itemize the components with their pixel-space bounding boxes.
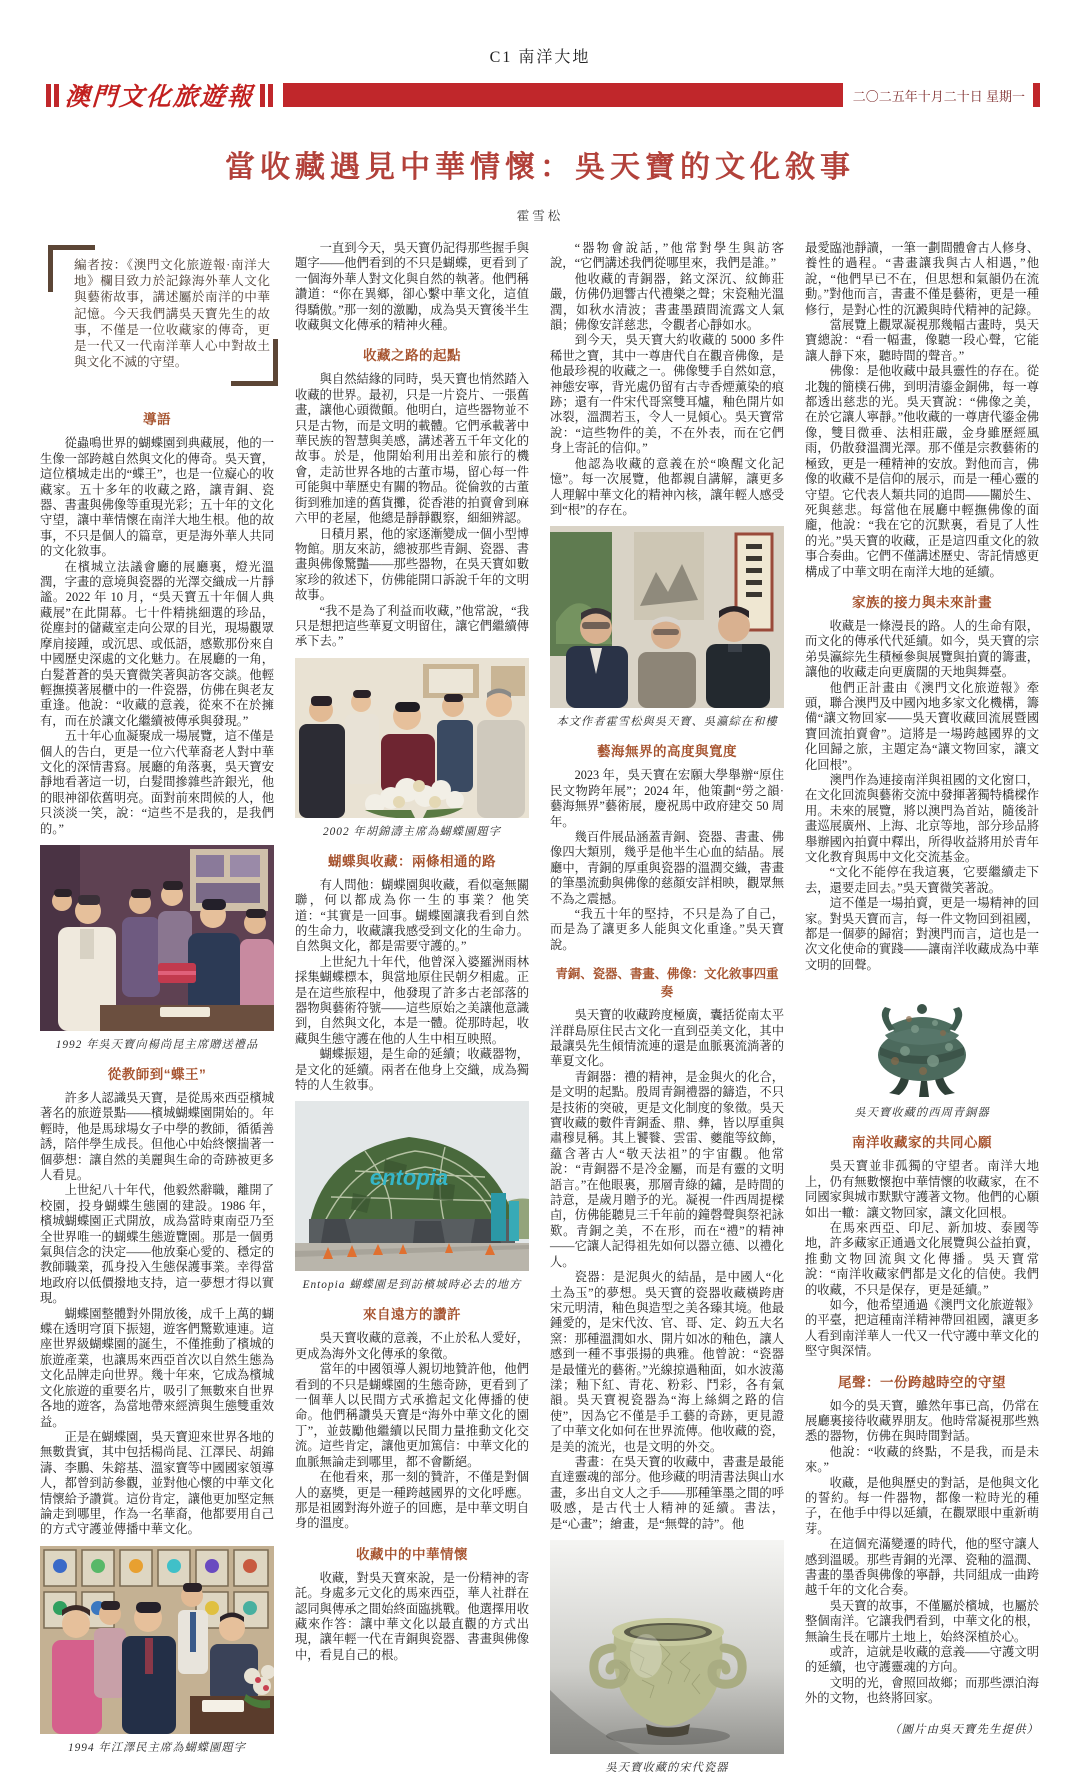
photo-entopia: [295, 1101, 529, 1292]
paragraph: 瓷器：是泥與火的結晶，是中國人“化土為玉”的夢想。吳天寶的瓷器收藏橫跨唐宋元明清，釉色與造型之美各臻其境。他最鍾愛的，是宋代汝、官、哥、定、鈞五大名窯：那種溫潤如水、開片如冰的釉色，讓人感到一種不事張揚的典雅。他曾說：“瓷器是最懂光的藝術。”光線掠過釉面，如水波蕩漾；釉下紅、青花、粉彩、鬥彩，各有氣韻。吳天寶視瓷器為“海上絲綢之路的信使”，因為它不僅是手工藝的奇跡，更見證了中華文化如何在世界流傳。他收藏的瓷，是美的流光，也是文明的外交。: [550, 1270, 784, 1454]
photo-caption: 本文作者霍雪松與吳天寶、吳瀛綜在和樓: [556, 716, 778, 729]
paragraph: 從蟲鳴世界的蝴蝶園到典藏展，他的一生像一部跨越自然與文化的傳奇。吳天寶，這位檳城走出的“蝶王”，也是一位癡心的收藏家。五十多年的收藏之路，讓青銅、瓷器、書畫與佛像等重現光彩；五十年的文化守望，讓中華情懷在南洋大地生根。他的故事，不只是個人的篇章，更是海外華人共同的文化敘事。: [40, 436, 274, 559]
photo-song-porcelain-image: [550, 1540, 784, 1754]
photo-2002-hu-jintao: [295, 658, 529, 839]
paragraph: 當展覽上觀眾凝視那幾幅古畫時，吳天寶總說：“看一幅畫，像聽一段心聲，它能讓人靜下來，聽時間的聲音。”: [805, 318, 1039, 363]
paragraph: 上世紀八十年代，他毅然辭職，離開了校園，投身蝴蝶生態園的建設。1986 年，檳城蝴蝶園正式開放，成為當時東南亞乃至全世界唯一的蝴蝶生態遊覽園。那是一個勇氣與信念的決定——他放棄心愛的、穩定的教師職業，孤身投入生態保護事業。幸得當地政府以低價撥地支持，這一夢想才得以實現。: [40, 1183, 274, 1306]
heading-family: 家族的接力與未來計畫: [852, 594, 992, 610]
paragraph: 他收藏的青銅器，銘文深沉、紋飾莊嚴，仿佛仍迴響古代禮樂之聲；宋瓷釉光溫潤，如秋水清波；書畫墨蹟間流露文人氣韻；佛像安詳慈悲，令觀者心靜如水。: [550, 271, 784, 333]
photo-1992-gift: [40, 845, 274, 1052]
paragraph: 書畫：在吳天寶的收藏中，書畫是最能直達靈魂的部分。他珍藏的明清書法與山水畫，多出自文人之手——那種筆墨之間的呼吸感，是古代士人精神的延續。書法，是“心畫”；繪畫，是“無聲的詩”。他: [550, 1454, 784, 1531]
photo-bronze-vessel-image: [805, 981, 1039, 1099]
paragraph: 這不僅是一場拍賣，更是一場精神的回家。對吳天寶而言，每一件文物回到祖國，都是一個夢的歸宿；對澳門而言，這也是一次文化使命的實踐——讓南洋收藏成為中華文明的回聲。: [805, 896, 1039, 972]
masthead-end-bar-icon: [1033, 83, 1040, 107]
photo-author-group-image: [550, 526, 784, 708]
paragraph: “我不是為了利益而收藏，”他常說，“我只是想把這些華夏文明留住，讓它們繼續傳承下去。”: [295, 603, 529, 649]
paragraph: 蝴蝶振翅，是生命的延續；收藏器物，是文化的延續。兩者在他身上交織，成為獨特的人生敘事。: [295, 1047, 529, 1093]
heading-quartet: 青銅、瓷器、書畫、佛像：文化敘事四重奏: [555, 967, 779, 1000]
paragraph: 收藏，對吳天寶來說，是一份精神的寄託。身處多元文化的馬來西亞，華人社群在認同與傳承之間始終面臨挑戰。他選擇用收藏來作答：讓中華文化以最直觀的方式出現，讓年輕一代在青銅與瓷器、書畫與佛像中，看見自己的根。: [295, 1570, 529, 1662]
masthead-mid-bars-icon: [260, 84, 273, 107]
paragraph: 幾百件展品涵蓋青銅、瓷器、書畫、佛像四大類別，幾乎是他半生心血的結晶。展廳中，青銅的厚重與瓷器的溫潤交織，書畫的筆墨流動與佛像的慈顏安詳相映，觀眾無不為之震撼。: [550, 829, 784, 906]
article-columns: [40, 241, 1040, 1781]
paragraph: 到今天，吳天寶大約收藏的 5000 多件稀世之寶，其中一尊唐代自在觀音佛像，是他最珍視的收藏之一。佛像雙手自然如意，神態安寧，背光處仍留有古寺香煙薰染的痕跡；還有一件宋代哥窯雙耳爐，釉色開片如冰裂，溫潤若玉，令人一見傾心。吳天寶常說：“這些物件的美，不在外表，而在它們身上寄託的信仰。”: [550, 333, 784, 456]
photo-bronze-vessel: [805, 981, 1039, 1120]
paragraph: 吳天寶的故事，不僅屬於檳城，也屬於整個南洋。它讓我們看到，中華文化的根，無論生長在哪片土地上，始終深植於心。: [805, 1598, 1039, 1644]
article-headline: 當收藏遇見中華情懷：吳天寶的文化敘事: [225, 151, 855, 184]
heading-start: 收藏之路的起點: [363, 348, 461, 364]
section-label: C1 南洋大地: [489, 49, 591, 66]
paragraph: 吳天寶的收藏跨度極廣，囊括從南太平洋群島原住民古文化一直到亞美文化，其中最讓吳先生傾情流連的還是血脈裏流淌著的華夏文化。: [550, 1008, 784, 1069]
paragraph: “器物會說話，”他常對學生與訪客說，“它們講述我們從哪里來，我們是誰。”: [550, 241, 784, 271]
heading-artsea: 藝海無界的高度與寬度: [597, 744, 737, 760]
entopia-sign-text: entopia: [369, 1165, 449, 1191]
paragraph: 在這個充滿變遷的時代，他的堅守讓人感到溫暖。那些青銅的光澤、瓷釉的溫潤、書畫的墨香與佛像的寧靜，共同組成一曲跨越千年的文化合奏。: [805, 1537, 1039, 1598]
photo-caption: 1992 年吳天寶向楊尚昆主席贈送禮品: [55, 1038, 259, 1051]
heading-intro: 導語: [143, 412, 171, 428]
date-line: 二〇二五年十月二十日 星期一: [852, 88, 1025, 104]
paragraph: 青銅器：禮的精神，是金與火的化合，是文明的起點。殷周青銅禮器的鑄造，不只是技術的突破，更是文化制度的象徵。吳天寶收藏的數件青銅盉、鼎、彝，皆以厚重與肅穆見稱。其上饕餮、雲雷、夔龍等紋飾，蘊含著古人“敬天法祖”的宇宙觀。他常說：“青銅器不是冷金屬，而是有靈的文明語言。”在他眼裏，那層青綠的鏽，是時間的詩意，是歲月贈予的光。凝視一件西周提樑卣，仿佛能聽見三千年前的鐘磬聲與祭祀詠歎。青銅之美，不在形，而在“禮”的精神——它讓人記得祖先如何以器立德、以禮化人。: [550, 1069, 784, 1269]
paragraph: 文明的光，會照回故鄉；而那些漂泊海外的文物，也終將回家。: [805, 1675, 1039, 1706]
photo-1994-jiang-zemin: [40, 1546, 274, 1755]
photo-caption: 吳天寶收藏的西周青銅器: [854, 1107, 990, 1120]
masthead-left-bars-icon: [46, 84, 59, 107]
photo-caption: 2002 年胡錦濤主席為蝴蝶園題字: [323, 825, 501, 838]
paragraph: 他說：“收藏的終點，不是我，而是未來。”: [805, 1444, 1039, 1475]
paragraph: 正是在蝴蝶園，吳天寶迎來世界各地的無數貴賓，其中包括楊尚昆、江澤民、胡錦濤、李鵬、朱鎔基、溫家寶等中國國家領導人，都曾到訪參觀，並對他心懷的中華文化情懷給予讚賞。這份肯定，讓他更加堅定無論走到哪里，作為一名華裔，他都要用自己的方式守護並傳播中華文化。: [40, 1429, 274, 1537]
heading-praise: 來自遠方的讚許: [363, 1307, 461, 1323]
photo-entopia-image: [295, 1101, 529, 1271]
photo-author-group: [550, 526, 784, 729]
masthead: [40, 80, 1040, 110]
photo-caption: 吳天寶收藏的宋代瓷器: [605, 1762, 729, 1774]
paragraph: 2023 年，吳天寶在宏願大學舉辦“原住民文物跨年展”；2024 年，他策劃“勞之韻·藝海無界”藝術展，慶祝馬中政府建交 50 周年。: [550, 768, 784, 829]
heading-teacher: 從教師到“蝶王”: [107, 1066, 207, 1082]
paper-title: 澳門文化旅遊報: [64, 84, 255, 111]
paragraph: 最愛臨池靜讀，一筆一劃間體會古人修身、養性的過程。“書畫讓我與古人相遇，”他說，“他們早已不在，但思想和氣韻仍在流動。”對他而言，書畫不僅是藝術，更是一種修行，是對心性的沉澱與時代精神的記錄。: [805, 241, 1039, 317]
column-4: [805, 241, 1039, 1781]
paragraph: 如今的吳天寶，雖然年事已高，仍常在展廳裏接待收藏界朋友。他時常凝視那些熟悉的器物，仿佛在與時間對話。: [805, 1398, 1039, 1444]
photo-1994-image: [40, 1546, 274, 1734]
paragraph: 在檳城立法議會廳的展廳裏，燈光溫潤，字畫的意境與瓷器的光澤交織成一片靜謐。2022 年 10 月，“吳天寶五十年個人典藏展”在此開幕。七十件精挑細選的珍品，從塵封的儲藏室走向公眾的目光，現場觀眾摩肩接踵，或沉思、或低語，感歎那份來自中國歷史深處的文化魅力。在展廳的一角，白髮蒼蒼的吳天寶微笑著與訪客交談。他輕輕撫摸著展櫃中的一件瓷器，仿佛在與老友重逢。他說：“收藏的意義，從來不在於擁有，而在於讓文化繼續被傳承與發現。”: [40, 559, 274, 728]
column-1: [40, 241, 274, 1781]
paragraph: 吳天寶並非孤獨的守望者。南洋大地上，仍有無數懷抱中華情懷的收藏家，在不同國家與城市默默守護著文物。他們的心願如出一轍：讓文物回家，讓文化回根。: [805, 1159, 1039, 1220]
paragraph: 如今，他希望通過《澳門文化旅遊報》的平臺，把這種南洋精神帶回祖國，讓更多人看到南洋華人一代又一代守護中華文化的堅守與深情。: [805, 1297, 1039, 1359]
heading-wish: 南洋收藏家的共同心願: [852, 1135, 992, 1151]
paragraph: 他們正計畫由《澳門文化旅遊報》牽頭，聯合澳門及中國內地多家文化機構，籌備“讓文物回家——吳天寶收藏回流展暨國寶回流拍賣會”。這將是一場跨越國界的文化回歸之旅，主題定為“讓文物回家，讓文化回根”。: [805, 680, 1039, 772]
byline: 霍雪松: [516, 209, 564, 223]
photo-caption: 1994 年江澤民主席為蝴蝶園題字: [68, 1741, 246, 1754]
paragraph: 當年的中國領導人親切地贊許他，他們看到的不只是蝴蝶園的生態奇跡，更看到了一個華人以民間方式承擔起文化傳播的使命。他們稱讚吳天寶是“海外中華文化的園丁”，並鼓勵他繼續以民間力量推動文化交流。這些肯定，讓他更加篤信：中華文化的血脈無論走到哪里，都不會斷絕。: [295, 1362, 529, 1469]
column-2: [295, 241, 529, 1781]
paragraph: 在他看來，那一刻的贊許，不僅是對個人的嘉獎，更是一種跨越國界的文化呼應。那是祖國對海外遊子的回應，是中華文明自身的溫度。: [295, 1470, 529, 1531]
heading-epilogue: 尾聲：一份跨越時空的守望: [838, 1374, 1006, 1390]
photo-2002-image: [295, 658, 529, 818]
paragraph: 他認為收藏的意義在於“喚醒文化記憶”。每一次展覽，他都親自講解，讓更多人理解中華文化的精神內核，讓年輕人感受到“根”的存在。: [550, 456, 784, 517]
editor-note: 編者按：《澳門文化旅遊報·南洋大地》欄目致力於記錄海外華人文化與藝術故事，講述屬於南洋的中華記憶。今天我們講吳天寶先生的故事，不僅是一位收藏家的傳奇，更是一代又一代南洋華人心中對故土與文化不滅的守望。: [48, 245, 274, 386]
paragraph: “我五十年的堅持，不只是為了自己，而是為了讓更多人能與文化重逢。”吳天寶說。: [550, 906, 784, 952]
paragraph: 許多人認識吳天寶，是從馬來西亞檳城著名的旅遊景點——檳城蝴蝶園開始的。年輕時，他是馬球場女子中學的教師，循循善誘，陪伴學生成長。但他心中始終懷揣著一個夢想：讓自然的美麗與生命的奇跡被更多人看見。: [40, 1090, 274, 1183]
paragraph: 佛像：是他收藏中最具靈性的存在。從北魏的簡樸石佛，到明清鎏金銅佛，每一尊都透出慈悲的光。吳天寶說：“佛像之美，在於它讓人寧靜。”他收藏的一尊唐代鎏金佛像，雙目微垂、法相莊嚴，金身雖歷經風雨，仍散發溫潤光澤。那不僅是宗教藝術的極致，更是一種精神的安放。對他而言，佛像的收藏不是信仰的展示，而是一種心靈的守望。它代表人類共同的追問——關於生、死與慈悲。每當他在展廳中輕撫佛像的面龐，他說：“我在它的沉默裏，看見了人性的光。”吳天寶的收藏，正是這四重文化的敘事合奏曲。它們不僅講述歷史、寄託情感更構成了中華文明在南洋大地的延續。: [805, 364, 1039, 579]
paragraph: 五十年心血凝聚成一場展覽，這不僅是個人的告白，更是一位六代華裔老人對中華文化的深情書寫。展廳的角落裏，吳天寶安靜地看著這一切，白髮間摻雜些許銀光，他的眼神卻依舊明亮。面對前來問候的人，他只淡淡一笑，說：“這些不是我的，是我們的。”: [40, 729, 274, 836]
paragraph: 一直到今天，吳天寶仍記得那些握手與題字——他們看到的不只是蝴蝶，更看到了一個海外華人對文化與自然的執著。他們稱讚道：“你在異鄉，卻心繫中華文化，這值得驕傲。”那一刻的激勵，成為吳天寶後半生收藏與文化傳承的精神火種。: [295, 241, 529, 333]
paragraph: 吳天寶收藏的意義，不止於私人愛好，更成為海外文化傳承的象徵。: [295, 1331, 529, 1361]
photo-song-porcelain: [550, 1540, 784, 1775]
photo-credit: （圖片由吳天寶先生提供）: [889, 1723, 1039, 1736]
paragraph: 或許，這就是收藏的意義——守護文明的延續，也守護靈魂的方向。: [805, 1645, 1039, 1675]
paragraph: 蝴蝶園整體對外開放後，成千上萬的蝴蝶在透明穹頂下振翅，遊客們驚歎連連。這座世界級蝴蝶園的誕生，不僅推動了檳城的旅遊產業，也讓馬來西亞首次以自然生態為文化品牌走向世界。幾十年來，它成為檳城文化旅遊的重要名片，吸引了無數來自世界各地的遊客，為當地帶來經濟與生態雙重效益。: [40, 1306, 274, 1429]
paragraph: 澳門作為連接南洋與祖國的文化窗口，在文化回流與藝術交流中發揮著獨特橋樑作用。未來的展覽，將以澳門為首站，隨後計畫巡展廣州、上海、北京等地，部分珍品將舉辦國內拍賣中釋出，所得收益將用於青年文化教育與馬中文化交流基金。: [805, 773, 1039, 865]
photo-1992-gift-image: [40, 845, 274, 1031]
paragraph: “文化不能停在我這裏，它要繼續走下去，還要走回去。”吳天寶微笑著說。: [805, 865, 1039, 895]
paragraph: 與自然結緣的同時，吳天寶也悄然踏入收藏的世界。最初，只是一片瓷片、一張舊畫，讓他心頭微顫。他明白，這些器物並不只是古物，而是文明的載體。它們承載著中華民族的智慧與美感，講述著五千年文化的故事。於是，他開始利用出差和旅行的機會，走訪世界各地的古董市場，留心每一件可能與中華歷史有關的物品。從倫敦的古董街到雅加達的舊貨攤，從香港的拍賣會到麻六甲的老屋，他總是靜靜觀察，細細辨認。: [295, 372, 529, 526]
heading-paths: 蝴蝶與收藏：兩條相通的路: [328, 853, 496, 869]
paragraph: 上世紀九十年代，他曾深入婆羅洲雨林採集蝴蝶標本，與當地原住民朝夕相處。正是在這些旅程中，他發現了許多古老部落的器物與藝術符號——這些原始之美讓他意識到，自然與文化，本是一體。從那時起，收藏與生態守護在他的人生中相互映照。: [295, 954, 529, 1046]
paragraph: 收藏是一條漫長的路。人的生命有限，而文化的傳承代代延續。如今，吳天寶的宗弟吳瀛綜先生積極參與展覽與拍賣的籌畫，讓他的收藏走向更廣闊的天地與舞臺。: [805, 618, 1039, 680]
column-3: [550, 241, 784, 1781]
paragraph: 在馬來西亞、印尼、新加坡、泰國等地，許多藏家正通過文化展覽與公益拍賣，推動文物回流與文化傳播。吳天寶常說：“南洋收藏家們都是文化的信使。我們的收藏，不只是保存，更是延續。”: [805, 1220, 1039, 1297]
paragraph: 收藏，是他與歷史的對話，是他與文化的誓約。每一件器物，都像一粒時光的種子，在他手中得以延續，在觀眾眼中重新萌芽。: [805, 1475, 1039, 1536]
heading-sentiment: 收藏中的中華情懷: [356, 1546, 468, 1562]
paragraph: 有人問他：蝴蝶園與收藏，看似毫無關聯，何以都成為你一生的事業？他笑道：“其實是一回事。蝴蝶園讓我看到自然的生命力，收藏讓我感受到文化的生命力。自然與文化，都是需要守護的。”: [295, 877, 529, 954]
masthead-rule: [283, 83, 843, 107]
photo-caption: Entopia 蝴蝶園是到訪檳城時必去的地方: [302, 1279, 522, 1292]
paragraph: 日積月累，他的家逐漸變成一個小型博物館。朋友來訪，總被那些青銅、瓷器、書畫與佛像驚豔——那些器物，在吳天寶如數家珍的敘述下，仿佛能開口訴說千年的文明故事。: [295, 526, 529, 603]
